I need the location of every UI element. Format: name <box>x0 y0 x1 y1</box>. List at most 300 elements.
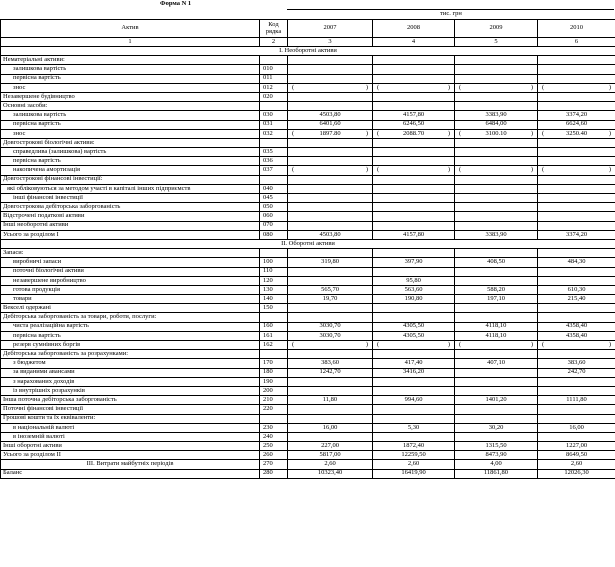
row-label: із внутрішніх розрахунків <box>1 386 260 395</box>
value-cell <box>373 203 455 212</box>
row-code: 010 <box>260 65 288 74</box>
close-bracket: ) <box>365 129 368 137</box>
row-code: 180 <box>260 368 288 377</box>
close-bracket: ) <box>447 129 450 137</box>
value-cell: 2,60 <box>538 460 615 469</box>
row-code: 050 <box>260 203 288 212</box>
column-index: 3 <box>288 38 373 47</box>
value-cell <box>538 203 615 212</box>
row-code: 161 <box>260 331 288 340</box>
table-row <box>1 304 615 313</box>
table-row <box>1 313 615 322</box>
row-code: 012 <box>260 83 288 92</box>
row-code: 230 <box>260 423 288 432</box>
balance-sheet-table <box>0 19 615 479</box>
row-code: 200 <box>260 386 288 395</box>
value-cell <box>288 212 373 221</box>
value-cell <box>538 157 615 166</box>
value-cell <box>538 313 615 322</box>
row-label: Інша поточна дебіторська заборгованість <box>1 396 260 405</box>
value-cell <box>538 341 615 350</box>
close-bracket: ) <box>530 129 533 137</box>
value-cell: 1111,80 <box>538 396 615 405</box>
row-code: 270 <box>260 460 288 469</box>
open-bracket: ( <box>292 83 295 91</box>
negative-value: 1897.80 <box>319 129 341 137</box>
value-cell <box>288 341 373 350</box>
value-cell: 4118,10 <box>455 331 538 340</box>
value-cell <box>288 203 373 212</box>
value-cell <box>455 203 538 212</box>
value-cell: 610,30 <box>538 285 615 294</box>
value-cell <box>538 405 615 414</box>
row-label: поточні біологічні активи <box>1 267 260 276</box>
close-bracket: ) <box>365 166 368 174</box>
value-cell <box>288 377 373 386</box>
value-cell <box>288 414 373 423</box>
table-row <box>1 111 615 120</box>
row-label: знос <box>1 83 260 92</box>
section-header-row <box>1 239 615 248</box>
row-label: залишкова вартість <box>1 111 260 120</box>
row-code: 250 <box>260 442 288 451</box>
value-cell: 3374,20 <box>538 230 615 239</box>
row-label: Векселі одержані <box>1 304 260 313</box>
value-cell <box>538 350 615 359</box>
open-bracket: ( <box>292 129 295 137</box>
value-cell <box>288 166 373 175</box>
value-cell <box>288 83 373 92</box>
row-label: Довгострокові біологічні активи: <box>1 138 260 147</box>
row-label: виробничі запаси <box>1 258 260 267</box>
row-code: 170 <box>260 359 288 368</box>
value-cell <box>373 92 455 101</box>
column-index-row <box>1 38 615 47</box>
open-bracket: ( <box>542 340 545 348</box>
row-label: в іноземній валюті <box>1 432 260 441</box>
row-code: 100 <box>260 258 288 267</box>
close-bracket: ) <box>608 340 611 348</box>
value-cell <box>455 74 538 83</box>
table-row <box>1 276 615 285</box>
table-row <box>1 368 615 377</box>
column-index: 2 <box>260 38 288 47</box>
row-code: 210 <box>260 396 288 405</box>
value-cell: 3416,20 <box>373 368 455 377</box>
value-cell <box>373 83 455 92</box>
row-label: справедлива (залишкова) вартість <box>1 148 260 157</box>
close-bracket: ) <box>365 340 368 348</box>
value-cell: 1872,40 <box>373 442 455 451</box>
row-label: накопичена амортизація <box>1 166 260 175</box>
row-label: первісна вартість <box>1 74 260 83</box>
value-cell: 4358,40 <box>538 331 615 340</box>
value-cell <box>538 184 615 193</box>
table-row <box>1 341 615 350</box>
table-row <box>1 249 615 258</box>
value-cell: 6246,50 <box>373 120 455 129</box>
value-cell <box>455 304 538 313</box>
value-cell: 588,20 <box>455 285 538 294</box>
value-cell: 2,60 <box>288 460 373 469</box>
row-code: 280 <box>260 469 288 478</box>
value-cell <box>288 74 373 83</box>
row-code: 035 <box>260 148 288 157</box>
value-cell <box>373 129 455 138</box>
value-cell <box>373 175 455 184</box>
value-cell <box>288 92 373 101</box>
close-bracket: ) <box>365 83 368 91</box>
form-title: Форма N 1 <box>160 0 192 7</box>
row-label: незавершене виробництво <box>1 276 260 285</box>
row-code: 011 <box>260 74 288 83</box>
row-label: готова продукція <box>1 285 260 294</box>
table-row <box>1 331 615 340</box>
column-index: 5 <box>455 38 538 47</box>
section-title: I. Необоротні активи <box>1 47 615 56</box>
value-cell <box>373 341 455 350</box>
value-cell <box>373 377 455 386</box>
value-cell <box>373 386 455 395</box>
table-row <box>1 212 615 221</box>
row-code <box>260 102 288 111</box>
column-index: 6 <box>538 38 615 47</box>
row-label: первісна вартість <box>1 157 260 166</box>
table-row <box>1 442 615 451</box>
value-cell: 319,80 <box>288 258 373 267</box>
open-bracket: ( <box>542 129 545 137</box>
column-index: 4 <box>373 38 455 47</box>
value-cell: 11861,80 <box>455 469 538 478</box>
value-cell: 227,00 <box>288 442 373 451</box>
value-cell <box>538 56 615 65</box>
row-label: чиста реалізаційна вартість <box>1 322 260 331</box>
value-cell <box>538 129 615 138</box>
row-label: Запаси: <box>1 249 260 258</box>
value-cell <box>288 304 373 313</box>
value-cell: 1315,50 <box>455 442 538 451</box>
value-cell <box>455 350 538 359</box>
row-label: Відстрочені податкові активи <box>1 212 260 221</box>
table-row <box>1 74 615 83</box>
value-cell <box>288 405 373 414</box>
table-row <box>1 258 615 267</box>
value-cell <box>373 432 455 441</box>
value-cell <box>373 157 455 166</box>
close-bracket: ) <box>608 166 611 174</box>
row-label: Усього за розділом II <box>1 451 260 460</box>
row-code: 037 <box>260 166 288 175</box>
value-cell: 19,70 <box>288 295 373 304</box>
value-cell <box>538 432 615 441</box>
close-bracket: ) <box>608 129 611 137</box>
row-code: 040 <box>260 184 288 193</box>
row-code <box>260 138 288 147</box>
value-cell: 2,60 <box>373 460 455 469</box>
table-row <box>1 129 615 138</box>
close-bracket: ) <box>530 83 533 91</box>
row-code: 260 <box>260 451 288 460</box>
value-cell <box>288 313 373 322</box>
row-code: 150 <box>260 304 288 313</box>
table-row <box>1 423 615 432</box>
value-cell <box>373 313 455 322</box>
table-row <box>1 322 615 331</box>
value-cell <box>455 313 538 322</box>
value-cell: 3030,70 <box>288 331 373 340</box>
value-cell <box>288 249 373 258</box>
row-label: Довгострокові фінансові інвестиції: <box>1 175 260 184</box>
table-row <box>1 194 615 203</box>
value-cell <box>373 414 455 423</box>
value-cell <box>455 194 538 203</box>
row-code: 110 <box>260 267 288 276</box>
value-cell <box>288 350 373 359</box>
row-label: первісна вартість <box>1 120 260 129</box>
row-code <box>260 350 288 359</box>
row-label: з бюджетом <box>1 359 260 368</box>
value-cell: 16,00 <box>538 423 615 432</box>
table-header-row <box>1 20 615 38</box>
value-cell <box>455 221 538 230</box>
value-cell: 565,70 <box>288 285 373 294</box>
value-cell: 1227,00 <box>538 442 615 451</box>
value-cell: 383,60 <box>288 359 373 368</box>
value-cell <box>538 83 615 92</box>
value-cell <box>288 386 373 395</box>
row-code: 030 <box>260 111 288 120</box>
value-cell: 4305,50 <box>373 322 455 331</box>
row-label: за виданими авансами <box>1 368 260 377</box>
value-cell: 16,00 <box>288 423 373 432</box>
section-header-row <box>1 47 615 56</box>
row-label: первісна вартість <box>1 331 260 340</box>
row-label: III. Витрати майбутніх періодів <box>1 460 260 469</box>
row-label: Інші необоротні активи <box>1 221 260 230</box>
value-cell <box>288 184 373 193</box>
value-cell: 197,10 <box>455 295 538 304</box>
table-row <box>1 414 615 423</box>
row-code: 140 <box>260 295 288 304</box>
value-cell <box>455 129 538 138</box>
value-cell <box>373 350 455 359</box>
table-row <box>1 285 615 294</box>
value-cell: 407,10 <box>455 359 538 368</box>
value-cell <box>373 304 455 313</box>
row-code: 060 <box>260 212 288 221</box>
value-cell <box>288 102 373 111</box>
value-cell <box>455 341 538 350</box>
table-row <box>1 102 615 111</box>
value-cell <box>455 184 538 193</box>
value-cell <box>455 92 538 101</box>
value-cell: 242,70 <box>538 368 615 377</box>
row-code: 162 <box>260 341 288 350</box>
table-row <box>1 148 615 157</box>
value-cell <box>288 129 373 138</box>
value-cell: 994,60 <box>373 396 455 405</box>
table-row <box>1 469 615 478</box>
value-cell <box>538 212 615 221</box>
row-code <box>260 249 288 258</box>
column-header-year: 2009 <box>455 20 538 38</box>
value-cell <box>538 414 615 423</box>
table-row <box>1 460 615 469</box>
row-code: 036 <box>260 157 288 166</box>
value-cell: 417,40 <box>373 359 455 368</box>
column-header-year: 2008 <box>373 20 455 38</box>
row-code <box>260 313 288 322</box>
row-code <box>260 56 288 65</box>
value-cell <box>288 175 373 184</box>
value-cell: 5817,00 <box>288 451 373 460</box>
table-row <box>1 166 615 175</box>
table-row <box>1 377 615 386</box>
row-code <box>260 175 288 184</box>
row-label: резерв сумнівних боргів <box>1 341 260 350</box>
open-bracket: ( <box>292 166 295 174</box>
row-code: 080 <box>260 230 288 239</box>
value-cell: 383,60 <box>538 359 615 368</box>
value-cell: 3383,90 <box>455 111 538 120</box>
row-label: в національній валюті <box>1 423 260 432</box>
value-cell <box>288 65 373 74</box>
table-row <box>1 267 615 276</box>
table-row <box>1 386 615 395</box>
value-cell: 16419,90 <box>373 469 455 478</box>
value-cell: 8473,90 <box>455 451 538 460</box>
value-cell: 4157,80 <box>373 230 455 239</box>
row-label: які обліковуються за методом участі в капіталі інших підприємств <box>1 184 260 193</box>
value-cell <box>538 276 615 285</box>
value-cell <box>288 148 373 157</box>
value-cell <box>538 102 615 111</box>
row-label: інші фінансові інвестиції <box>1 194 260 203</box>
value-cell: 397,90 <box>373 258 455 267</box>
close-bracket: ) <box>530 340 533 348</box>
value-cell: 4,00 <box>455 460 538 469</box>
table-row <box>1 359 615 368</box>
value-cell: 12259,50 <box>373 451 455 460</box>
row-label: товари <box>1 295 260 304</box>
open-bracket: ( <box>542 166 545 174</box>
value-cell: 6484,00 <box>455 120 538 129</box>
row-code: 031 <box>260 120 288 129</box>
open-bracket: ( <box>377 83 380 91</box>
value-cell: 408,50 <box>455 258 538 267</box>
value-cell <box>288 138 373 147</box>
row-label: Нематеріальні активи: <box>1 56 260 65</box>
value-cell <box>373 221 455 230</box>
section-title: II. Оборотні активи <box>1 239 615 248</box>
open-bracket: ( <box>377 340 380 348</box>
row-label: Поточні фінансові інвестиції <box>1 405 260 414</box>
table-row <box>1 138 615 147</box>
value-cell: 3374,20 <box>538 111 615 120</box>
row-code: 120 <box>260 276 288 285</box>
row-code <box>260 414 288 423</box>
value-cell <box>538 175 615 184</box>
value-cell: 8649,50 <box>538 451 615 460</box>
open-bracket: ( <box>292 340 295 348</box>
value-cell <box>455 102 538 111</box>
value-cell <box>455 377 538 386</box>
value-cell <box>538 194 615 203</box>
value-cell <box>538 65 615 74</box>
row-code: 070 <box>260 221 288 230</box>
value-cell: 5,30 <box>373 423 455 432</box>
close-bracket: ) <box>447 83 450 91</box>
value-cell: 4358,40 <box>538 322 615 331</box>
value-cell <box>455 138 538 147</box>
value-cell <box>373 102 455 111</box>
value-cell: 4118,10 <box>455 322 538 331</box>
value-cell: 190,80 <box>373 295 455 304</box>
value-cell: 4503,80 <box>288 111 373 120</box>
open-bracket: ( <box>377 129 380 137</box>
value-cell <box>538 249 615 258</box>
value-cell <box>455 157 538 166</box>
close-bracket: ) <box>608 83 611 91</box>
value-cell <box>455 368 538 377</box>
value-cell <box>373 267 455 276</box>
table-row <box>1 451 615 460</box>
value-cell: 11,80 <box>288 396 373 405</box>
table-row <box>1 120 615 129</box>
row-label: Основні засоби: <box>1 102 260 111</box>
value-cell <box>373 56 455 65</box>
value-cell <box>455 175 538 184</box>
row-code: 045 <box>260 194 288 203</box>
value-cell <box>538 74 615 83</box>
value-cell <box>455 414 538 423</box>
value-cell <box>288 221 373 230</box>
close-bracket: ) <box>447 340 450 348</box>
row-code: 160 <box>260 322 288 331</box>
value-cell <box>538 138 615 147</box>
table-row <box>1 92 615 101</box>
table-row <box>1 405 615 414</box>
value-cell <box>538 304 615 313</box>
value-cell: 1242,70 <box>288 368 373 377</box>
negative-value: 3100.10 <box>485 129 507 137</box>
open-bracket: ( <box>542 83 545 91</box>
row-label: Баланс <box>1 469 260 478</box>
row-code: 020 <box>260 92 288 101</box>
value-cell <box>288 56 373 65</box>
row-label: Усього за розділом I <box>1 230 260 239</box>
open-bracket: ( <box>377 166 380 174</box>
currency-note: тис. грн <box>440 10 462 17</box>
column-header-code: Код рядка <box>260 20 288 38</box>
value-cell <box>538 221 615 230</box>
table-row <box>1 221 615 230</box>
value-cell <box>373 405 455 414</box>
value-cell: 4157,80 <box>373 111 455 120</box>
value-cell: 12026,30 <box>538 469 615 478</box>
row-code: 130 <box>260 285 288 294</box>
value-cell: 30,20 <box>455 423 538 432</box>
open-bracket: ( <box>459 340 462 348</box>
row-label: залишкова вартість <box>1 65 260 74</box>
value-cell: 10323,40 <box>288 469 373 478</box>
value-cell <box>455 65 538 74</box>
value-cell <box>455 432 538 441</box>
row-label: з нарахованих доходів <box>1 377 260 386</box>
value-cell: 6401,60 <box>288 120 373 129</box>
value-cell <box>288 157 373 166</box>
column-index: 1 <box>1 38 260 47</box>
